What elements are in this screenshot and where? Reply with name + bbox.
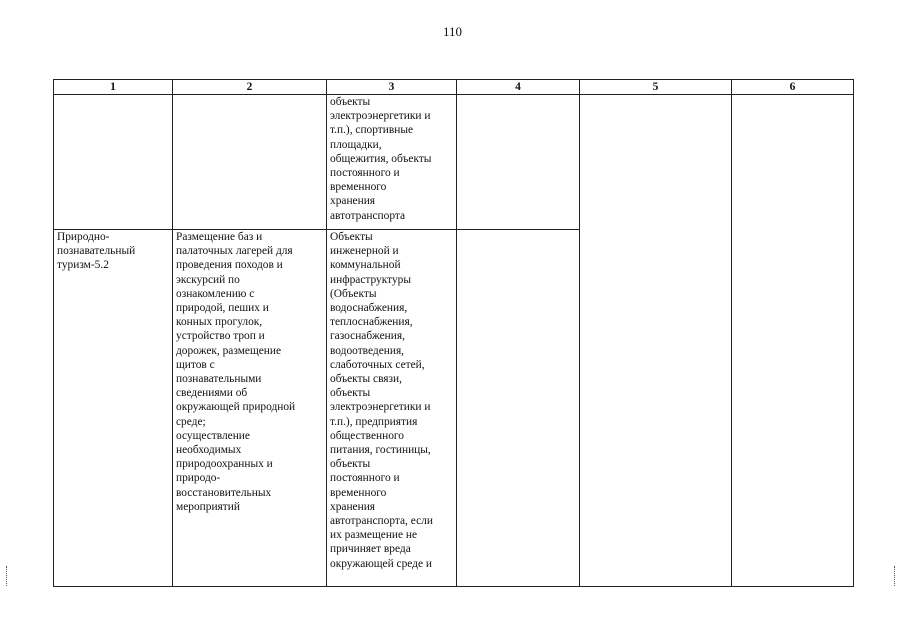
table-row <box>54 230 854 587</box>
column-header-3: 3 <box>327 80 457 95</box>
type-of-use-text: Природно- познавательный туризм-5.2 <box>57 231 136 272</box>
description-text: Размещение баз и палаточных лагерей для проведения походов и экскурсий по ознакомлению с природой, пеших и конных прогулок, устройство троп и дорожек, размещение щитов с познавательными сведениями об окружающей природной среде; осуществление необходимых природоохранных и природо- восстановительных мероприятий <box>176 231 296 513</box>
continuation-col3-cell <box>327 95 457 230</box>
objects-cell <box>327 230 457 587</box>
column-header-6: 6 <box>732 80 854 95</box>
column-header-2: 2 <box>173 80 327 95</box>
col6-cell <box>732 230 854 587</box>
column-header-1: 1 <box>54 80 173 95</box>
left-margin-mark <box>6 566 9 586</box>
col4-cell <box>457 230 580 587</box>
right-margin-mark <box>894 566 897 586</box>
continuation-col4-cell <box>457 95 580 230</box>
objects-text: Объекты инженерной и коммунальной инфраструктуры (Объекты водоснабжения, теплоснабжения, газоснабжения, водоотведения, слаботочных сетей, объекты связи, объекты электроэнергетики и т.п.), предприятия общественного питания, гостиницы, объекты постоянного и временного хранения автотранспорта, если их размещение не причиняет вреда окружающей среде и <box>330 231 433 570</box>
header-row <box>54 80 854 95</box>
column-header-5: 5 <box>580 80 732 95</box>
continuation-col5-cell <box>580 95 732 230</box>
regulation-table <box>53 79 854 587</box>
continuation-col3-text: объекты электроэнергетики и т.п.), спортивные площадки, общежития, объекты постоянного и временного хранения автотранспорта <box>330 96 432 222</box>
continuation-col6-cell <box>732 95 854 230</box>
continuation-col2-cell <box>173 95 327 230</box>
description-cell <box>173 230 327 587</box>
col5-cell <box>580 230 732 587</box>
type-of-use-cell <box>54 230 173 587</box>
page-number: 110 <box>442 24 463 39</box>
continuation-col1-cell <box>54 95 173 230</box>
continuation-row <box>54 95 854 230</box>
column-header-4: 4 <box>457 80 580 95</box>
